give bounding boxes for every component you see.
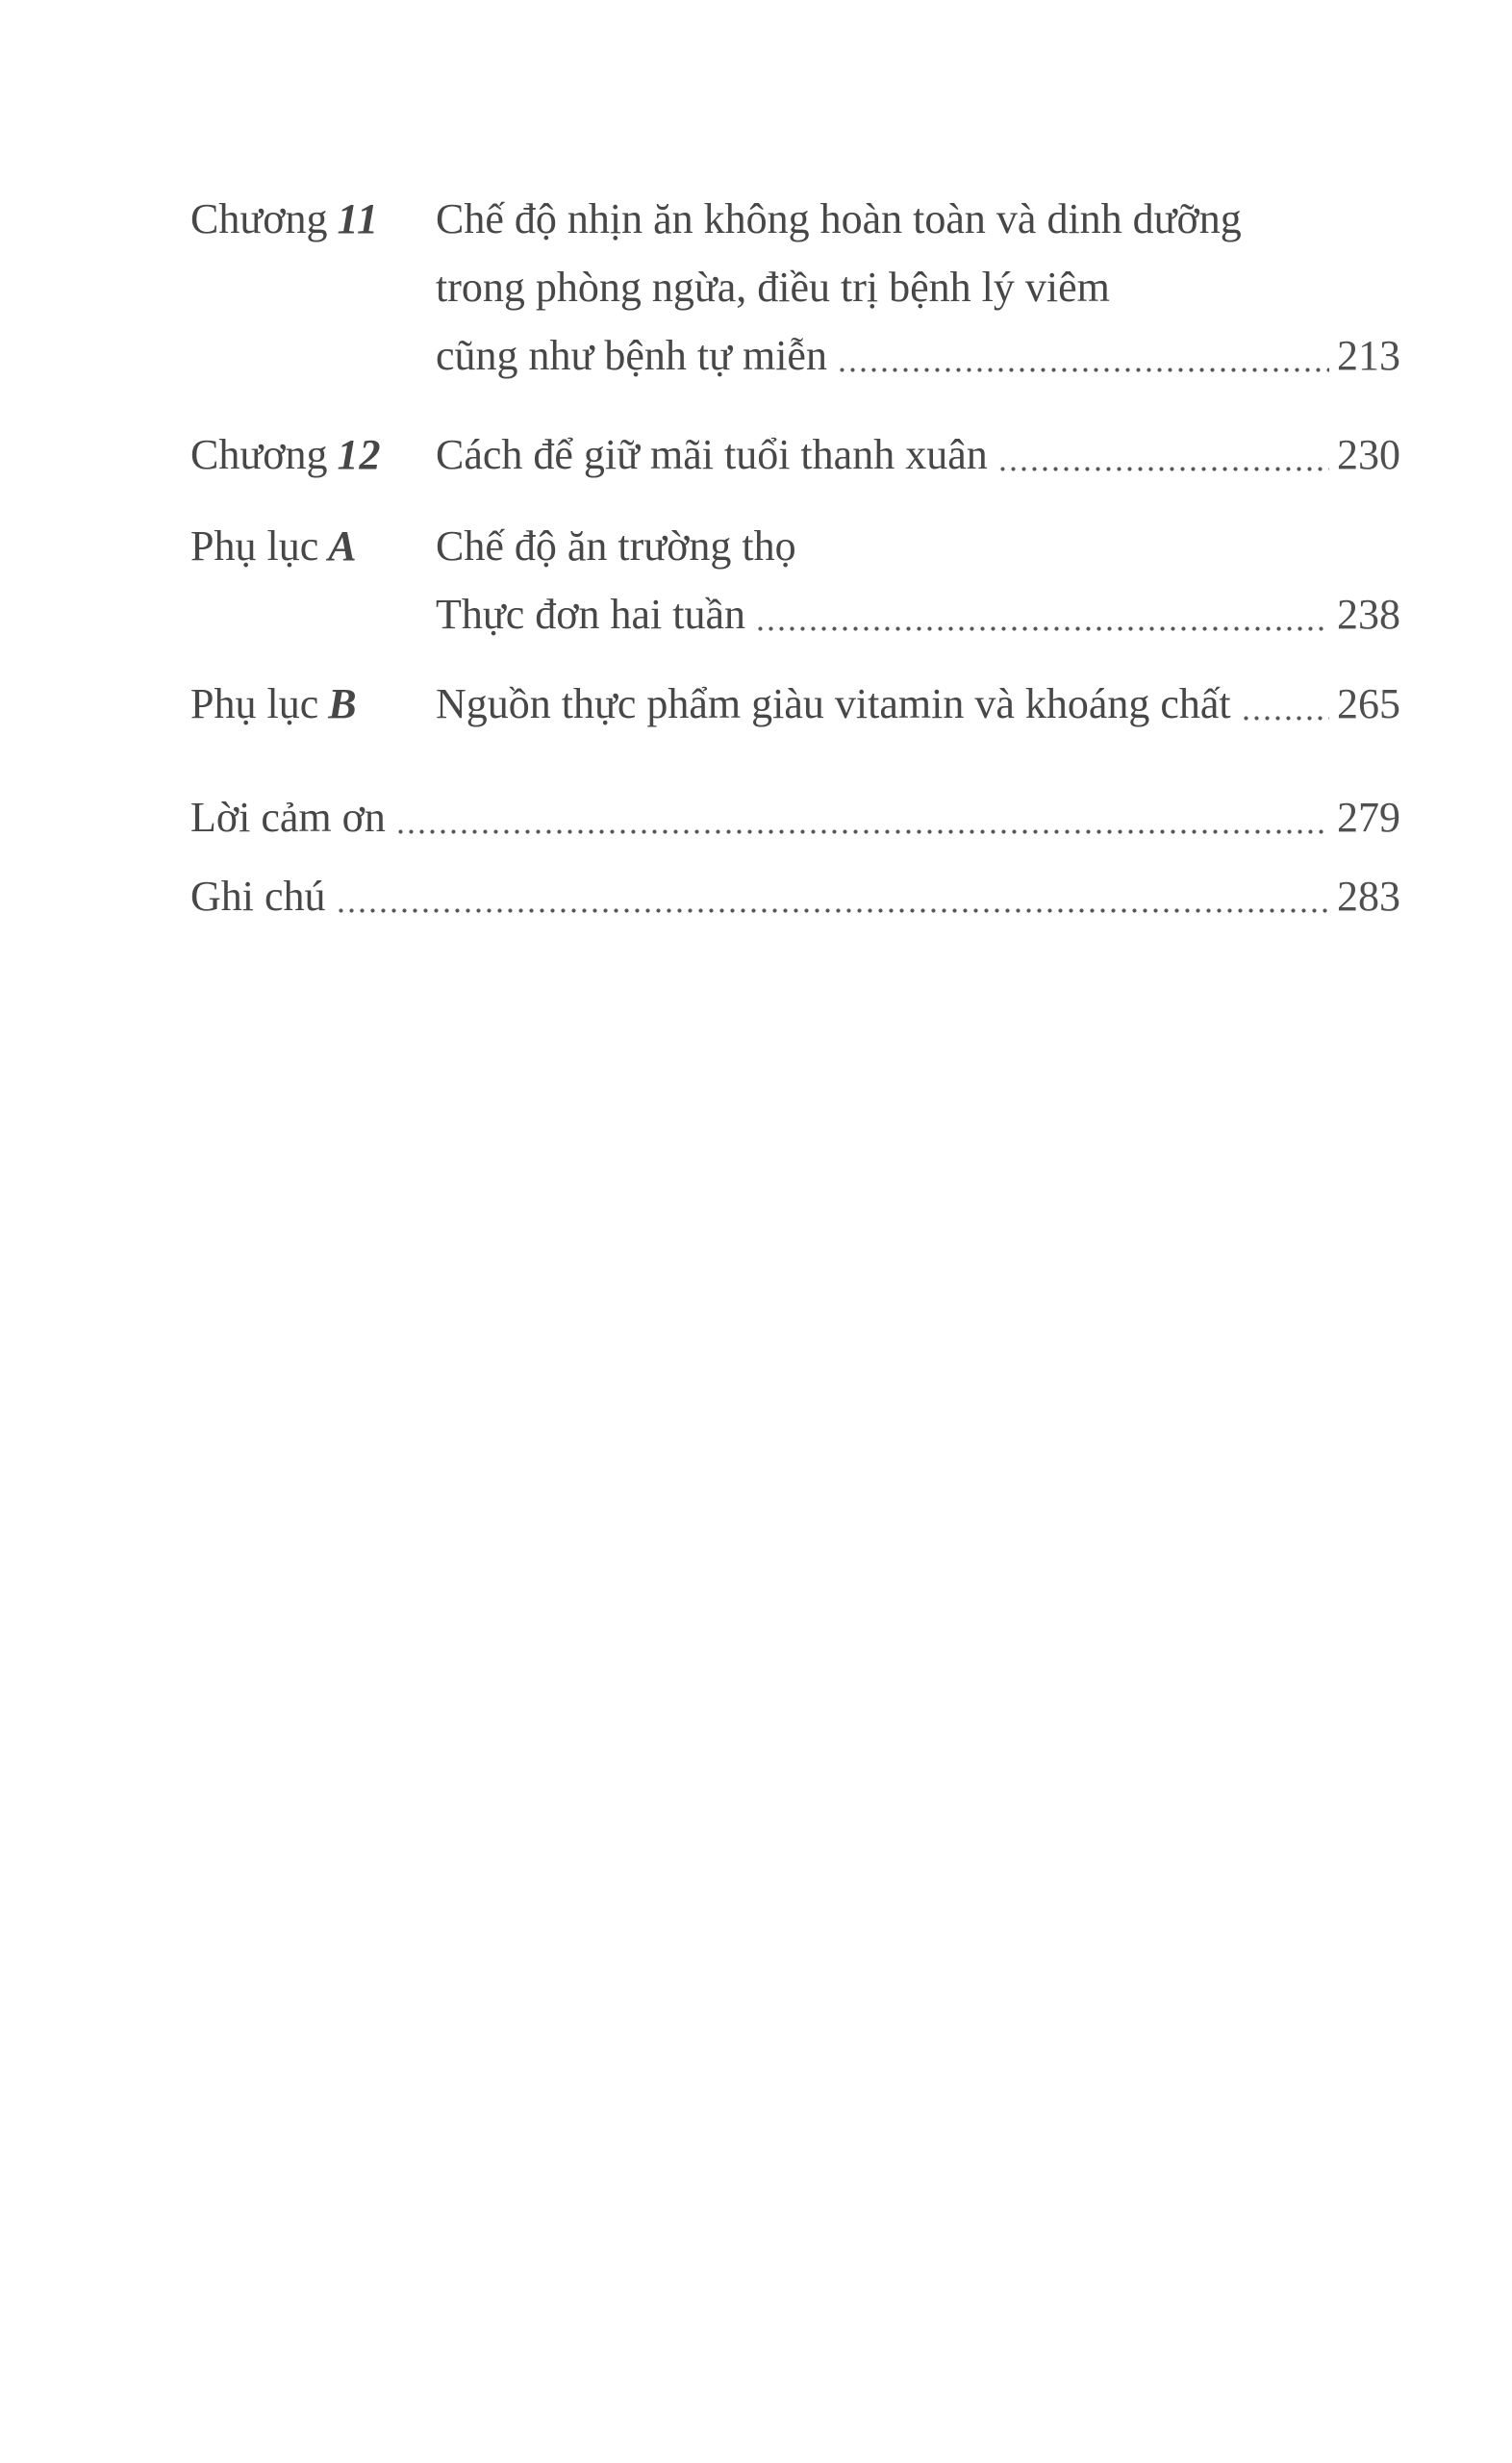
toc-title-line-with-page xyxy=(436,321,1400,390)
toc-entry-heading xyxy=(190,420,436,489)
page-number: 238 xyxy=(1337,591,1400,638)
appendix-letter: A xyxy=(328,522,358,570)
appendix-label: Phụ lục xyxy=(190,680,319,727)
toc-title-line: Chế độ nhịn ăn không hoàn toàn và dinh dưỡng xyxy=(436,195,1242,242)
chapter-number: 11 xyxy=(337,195,380,242)
appendix-letter: B xyxy=(328,680,358,727)
toc-entry-title-block xyxy=(190,783,1400,851)
toc-title-line-with-page xyxy=(190,783,1400,851)
toc-title-line: Ghi chú xyxy=(190,873,326,920)
toc-entry-notes xyxy=(190,862,1400,930)
toc-title-line-with-page xyxy=(190,862,1400,930)
page-number: 265 xyxy=(1337,680,1400,727)
chapter-label: Chương xyxy=(190,431,328,478)
toc-entry-title-block xyxy=(436,512,1400,648)
toc-title-line-with-page xyxy=(436,670,1400,738)
toc-title-line: Nguồn thực phẩm giàu vitamin và khoáng chất xyxy=(436,680,1231,727)
toc-entry-title-block xyxy=(436,185,1400,390)
toc-title-line-with-page xyxy=(436,420,1400,489)
toc-entry-chapter-12 xyxy=(190,420,1400,489)
dot-leader xyxy=(755,580,1329,648)
dot-leader xyxy=(395,783,1329,851)
toc-entry-heading xyxy=(190,185,436,253)
dot-leader xyxy=(1241,670,1329,738)
dot-leader xyxy=(997,420,1329,489)
page-number: 213 xyxy=(1337,332,1400,379)
dot-leader xyxy=(837,321,1329,390)
page-number: 279 xyxy=(1337,794,1400,841)
toc-entry-title-block xyxy=(190,862,1400,930)
toc-entry-acknowledgments xyxy=(190,783,1400,851)
chapter-label: Chương xyxy=(190,195,328,242)
toc-title-line: Cách để giữ mãi tuổi thanh xuân xyxy=(436,431,988,478)
toc-title-line: Thực đơn hai tuần xyxy=(436,591,746,638)
dot-leader xyxy=(336,862,1329,930)
toc-title-line: Chế độ ăn trường thọ xyxy=(436,522,796,570)
appendix-label: Phụ lục xyxy=(190,522,319,570)
toc-entry-heading xyxy=(190,670,436,738)
toc-entry-appendix-a xyxy=(190,512,1400,648)
chapter-number: 12 xyxy=(337,431,382,478)
page-number: 283 xyxy=(1337,873,1400,920)
page-number: 230 xyxy=(1337,431,1400,478)
toc-entry-heading xyxy=(190,512,436,580)
toc-entry-title-block xyxy=(436,670,1400,738)
toc-entry-chapter-11 xyxy=(190,185,1400,390)
toc-title-line: Lời cảm ơn xyxy=(190,794,386,841)
toc-entry-title-block xyxy=(436,420,1400,489)
toc-title-line: trong phòng ngừa, điều trị bệnh lý viêm xyxy=(436,264,1110,311)
toc-entry-appendix-b xyxy=(190,670,1400,738)
toc-title-line-with-page xyxy=(436,580,1400,648)
table-of-contents xyxy=(190,185,1400,930)
toc-title-line: cũng như bệnh tự miễn xyxy=(436,332,827,379)
